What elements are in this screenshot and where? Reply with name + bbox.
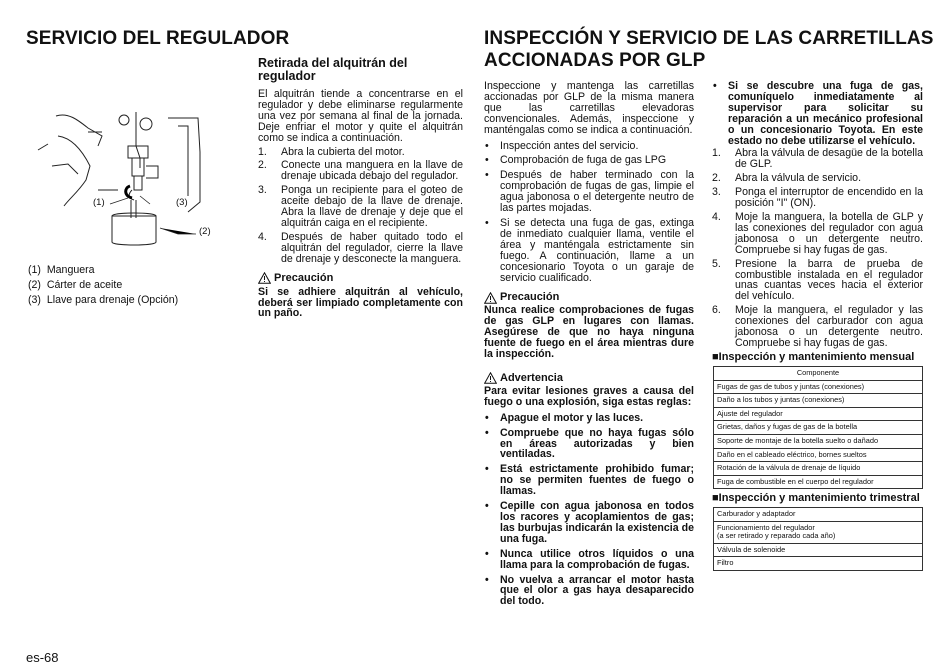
bullet-text: Si se descubre una fuga de gas, comuníquelo inmediatamente al supervisor para solicitar su reparación a un mecánico profesional o un concesionario Toyota. En este estado no debe utilizarse el vehículo. (728, 80, 923, 147)
bullet-dot: • (485, 426, 489, 439)
step-item (712, 187, 923, 209)
step-text: Abra la válvula de desagüe de la botella de GLP. (735, 147, 923, 171)
table-cell: Filtro (714, 557, 923, 571)
step-item (258, 232, 463, 265)
table-cell: Daño a los tubos y juntas (conexiones) (714, 394, 923, 408)
bullet-text: No vuelva a arrancar el motor hasta que el olor a gas haya desaparecido del todo. (500, 573, 694, 608)
caution-heading (258, 272, 463, 285)
step-number: 2. (258, 159, 267, 172)
table-row (714, 421, 923, 435)
bullet-dot: • (485, 573, 489, 586)
bullet-item (484, 141, 694, 152)
warning-triangle-icon (258, 272, 271, 284)
callout-hose: (1) (93, 197, 105, 208)
warning-bullet-item (484, 413, 694, 424)
step-item (712, 259, 923, 303)
bullet-item (484, 170, 694, 214)
lpg-bullets (484, 141, 694, 284)
bullet-dot: • (485, 411, 489, 424)
caution-heading (484, 291, 694, 304)
tar-removal-section (258, 57, 463, 319)
step-item (712, 148, 923, 170)
step-text: Ponga un recipiente para el goteo de aceite debajo de la llave de drenaje. Abra la llave de drenaje y deje que el alquitrán caiga en el recipiente. (281, 184, 463, 229)
regulator-illustration-svg (28, 106, 228, 256)
table-header-cell: Componente (714, 367, 923, 381)
caption-number: (3) (28, 294, 41, 306)
step-text: Abra la cubierta del motor. (281, 145, 405, 158)
table-row (714, 448, 923, 462)
caption-item (28, 278, 238, 293)
bullet-text: Inspección antes del servicio. (500, 139, 639, 152)
warning-bullet-item (484, 501, 694, 545)
leak-check-procedure (712, 81, 923, 352)
bullet-dot: • (485, 500, 489, 513)
step-number: 5. (712, 257, 721, 270)
quarterly-inspection-title: Inspección y mantenimiento trimestral (718, 492, 920, 504)
table-row (714, 521, 923, 543)
table-cell: Daño en el cableado eléctrico, bornes sueltos (714, 448, 923, 462)
callout-drain-cock: (3) (176, 197, 188, 208)
bullet-dot: • (713, 80, 717, 92)
table-row (714, 434, 923, 448)
step-number: 6. (712, 304, 721, 317)
table-cell: Válvula de solenoide (714, 543, 923, 557)
warning-bullets (484, 413, 694, 608)
step-text: Después de haber quitado todo el alquitrán del regulador, cierre la llave de drenaje y desconecte la manguera. (281, 230, 463, 265)
caution-label: Precaución (500, 291, 560, 304)
section-title-lpg-inspection (484, 28, 934, 72)
page-number: es-68 (26, 650, 59, 665)
caption-number: (2) (28, 279, 41, 291)
table-row (714, 380, 923, 394)
warning-intro: Para evitar lesiones graves a causa del fuego o una explosión, siga estas reglas: (484, 384, 694, 408)
table-cell: Rotación de la válvula de drenaje de líquido (714, 462, 923, 476)
step-text: Ponga el interruptor de encendido en la posición "I" (ON). (735, 186, 923, 210)
bullet-dot: • (485, 463, 489, 476)
section-title-regulator-service: SERVICIO DEL REGULADOR (26, 28, 290, 49)
table-row (714, 462, 923, 476)
bullet-text: Después de haber terminado con la comprobación de fugas de gas, limpie el agua jabonosa o el detergente neutro de las partes mojadas. (500, 169, 694, 215)
table-cell (714, 521, 923, 543)
caution-text: Nunca realice comprobaciones de fugas de gas GLP en lugares con llamas. Asegúrese de que no haya ninguna fuente de fuego en el área mientras dure la inspección. (484, 304, 694, 361)
table-cell: Carburador y adaptador (714, 508, 923, 522)
tar-removal-heading: Retirada del alquitrán del regulador (258, 56, 408, 83)
table-cell: Ajuste del regulador (714, 407, 923, 421)
warning-bullet-item (484, 428, 694, 461)
table-cell: Grietas, daños y fugas de gas de la botella (714, 421, 923, 435)
monthly-inspection-table (713, 366, 923, 489)
tar-removal-steps (258, 147, 463, 265)
square-bullet-icon: ■ (712, 351, 719, 363)
bullet-text: Comprobación de fuga de gas LPG (500, 154, 667, 167)
step-text: Presione la barra de prueba de combustible instalada en el regulador unas cuantas veces hacia el exterior del vehículo. (735, 257, 923, 303)
cell-line: Funcionamiento del regulador (717, 522, 815, 532)
table-row (714, 557, 923, 571)
leak-bullet (712, 81, 923, 146)
warning-bullet-item (484, 575, 694, 608)
step-text: Abra la válvula de servicio. (735, 172, 862, 185)
step-item (258, 160, 463, 182)
bullet-text: Está estrictamente prohibido fumar; no se permiten fuentes de fuego o llamas. (500, 463, 694, 498)
bullet-item (484, 218, 694, 283)
warning-label: Advertencia (500, 371, 563, 384)
step-item (712, 212, 923, 256)
lpg-inspection-body (484, 81, 694, 611)
bullet-dot: • (485, 547, 489, 560)
bullet-item (484, 155, 694, 166)
quarterly-inspection-heading (712, 492, 920, 505)
quarterly-inspection-table (713, 507, 923, 571)
square-bullet-icon: ■ (712, 492, 719, 504)
caption-item (28, 263, 238, 278)
table-cell: Soporte de montaje de la botella suelto o dañado (714, 434, 923, 448)
figure-captions (28, 263, 238, 308)
step-item (258, 185, 463, 229)
table-row (714, 407, 923, 421)
table-header-row (714, 367, 923, 381)
step-number: 1. (712, 147, 721, 160)
table-row (714, 394, 923, 408)
title-line-2: ACCIONADAS POR GLP (484, 50, 706, 71)
warning-bullet-item (484, 549, 694, 571)
bullet-text: Cepille con agua jabonosa en todos los racores y acoplamientos de gas; las burbujas indicarán la existencia de una fuga. (500, 500, 694, 545)
bullet-text: Si se detecta una fuga de gas, extinga de inmediato cualquier llama, ventile el área y manténgala estrictamente sin fuego. A continuación, llame a un concesionario Toyota o un garaje de servicio cualificado. (500, 216, 694, 284)
warning-bullet-item (484, 464, 694, 497)
bullet-text: Compruebe que no haya fugas sólo en áreas autorizadas y bien ventiladas. (500, 426, 694, 461)
bullet-text: Apague el motor y las luces. (500, 411, 644, 424)
warning-heading (484, 372, 694, 385)
bullet-dot: • (485, 169, 489, 182)
bullet-text: Nunca utilice otros líquidos o una llama para la comprobación de fugas. (500, 547, 694, 571)
bullet-dot: • (485, 154, 489, 167)
table-cell: Fuga de combustible en el cuerpo del regulador (714, 475, 923, 489)
table-row (714, 543, 923, 557)
title-line-1: INSPECCIÓN Y SERVICIO DE LAS CARRETILLAS (484, 28, 934, 49)
warning-triangle-icon (484, 372, 497, 384)
table-cell: Fugas de gas de tubos y juntas (conexiones) (714, 380, 923, 394)
table-row (714, 475, 923, 489)
lpg-intro: Inspeccione y mantenga las carretillas accionadas por GLP de la misma manera que las carretillas elevadoras convencionales. Además, inspeccione y manténgalas como se indica a continuación. (484, 80, 694, 136)
caution-label: Precaución (274, 271, 334, 284)
bullet-item (712, 81, 923, 146)
step-number: 1. (258, 145, 267, 158)
table-row (714, 508, 923, 522)
bullet-dot: • (485, 216, 489, 229)
caption-number: (1) (28, 264, 41, 276)
tar-removal-intro: El alquitrán tiende a concentrarse en el regulador y debe eliminarse regularmente una vez por semana al final de la jornada. Deje enfriar el motor y quite el alquitrán como se indica a continuación. (258, 88, 463, 144)
leak-check-steps (712, 148, 923, 348)
monthly-inspection-heading (712, 351, 914, 364)
step-text: Conecte una manguera en la llave de drenaje ubicada debajo del regulador. (281, 159, 463, 183)
caption-text: Cárter de aceite (46, 279, 123, 291)
regulator-drain-illustration (28, 106, 228, 256)
step-item (258, 147, 463, 158)
bullet-dot: • (485, 139, 489, 152)
step-item (712, 173, 923, 184)
monthly-inspection-title: Inspección y mantenimiento mensual (718, 351, 915, 363)
caption-text: Manguera (46, 264, 95, 276)
callout-oil-pan: (2) (199, 226, 211, 237)
warning-triangle-icon (484, 292, 497, 304)
step-text: Moje la manguera, el regulador y las conexiones del carburador con agua jabonosa o un detergente neutro. Compruebe si hay fugas de gas. (735, 304, 923, 349)
step-number: 3. (712, 186, 721, 199)
caption-text: Llave para drenaje (Opción) (46, 294, 179, 306)
step-number: 4. (258, 230, 267, 243)
cell-line: (a ser retirado y reparado cada año) (717, 531, 836, 541)
step-number: 2. (712, 172, 721, 185)
caption-item (28, 293, 238, 308)
step-item (712, 305, 923, 349)
step-number: 3. (258, 184, 267, 197)
step-number: 4. (712, 210, 721, 223)
step-text: Moje la manguera, la botella de GLP y las conexiones del regulador con agua jabonosa o un detergente neutro. Compruebe si hay fugas de gas. (735, 210, 923, 256)
caution-text: Si se adhiere alquitrán al vehículo, deberá ser limpiado completamente con un paño. (258, 285, 463, 320)
